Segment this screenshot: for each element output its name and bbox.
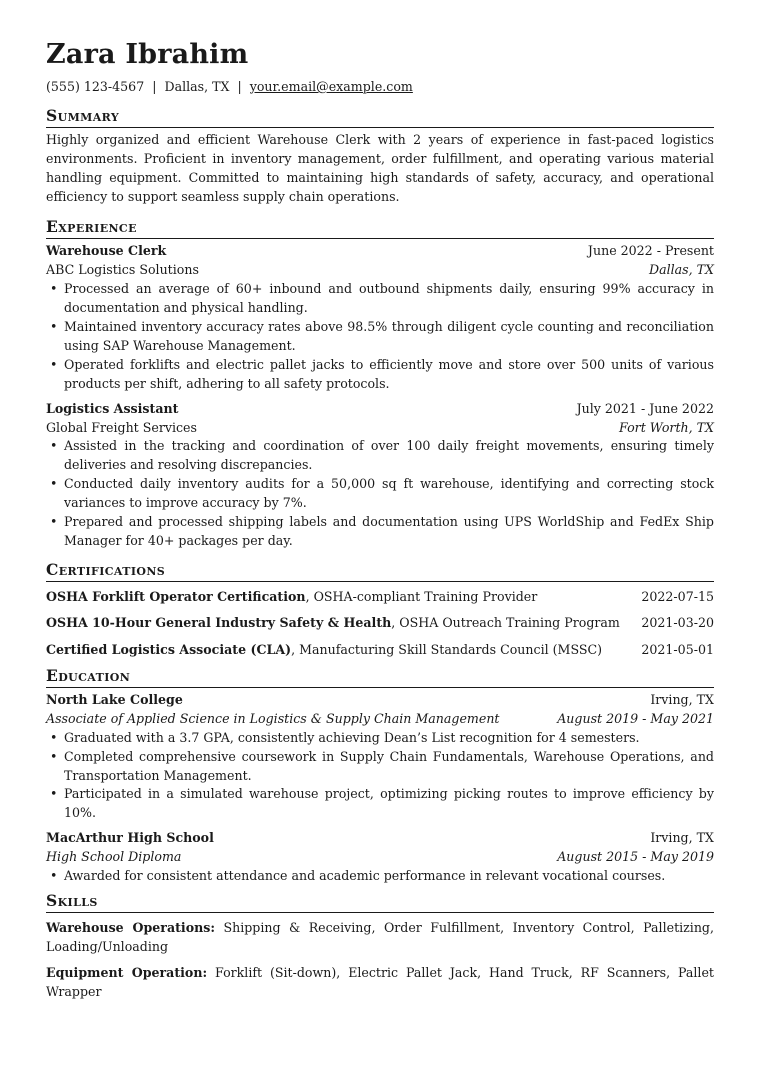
skills-section — [46, 892, 714, 1002]
skill-label: Equipment Operation: — [46, 965, 208, 981]
resume-page — [46, 40, 714, 1009]
skill-value: Forklift (Sit-down), Electric Pallet Jack, Hand Truck, RF Scanners, Pallet Wrapper — [46, 965, 714, 1000]
school-location: Irving, TX — [650, 830, 714, 846]
skill-value: Shipping & Receiving, Order Fulfillment, Inventory Control, Palletizing, Loading/Unloading — [46, 919, 714, 954]
degree-name: Associate of Applied Science in Logistics & Supply Chain Management — [46, 710, 500, 726]
skill-item — [46, 919, 714, 957]
experience-section — [46, 218, 714, 550]
contact-line — [46, 78, 714, 97]
certification-name: Certified Logistics Associate (CLA) — [46, 641, 292, 657]
certification-name: OSHA 10-Hour General Industry Safety & Health — [46, 615, 392, 631]
job-location: Fort Worth, TX — [619, 419, 714, 435]
bullet-item: • Participated in a simulated warehouse project, optimizing picking routes to improve efficiency by 10%. — [46, 785, 714, 823]
job-dates: July 2021 - June 2022 — [576, 400, 714, 416]
certification-date: 2021-03-20 — [641, 615, 714, 631]
job-company: ABC Logistics Solutions — [46, 262, 199, 278]
job-entry — [46, 242, 714, 393]
school-name: North Lake College — [46, 691, 183, 707]
certification-name: OSHA Forklift Operator Certification — [46, 588, 306, 604]
certification-item — [46, 641, 714, 660]
education-dates: August 2019 - May 2021 — [557, 710, 714, 726]
job-bullets — [46, 280, 714, 393]
email-link[interactable]: your.email@example.com — [249, 79, 413, 94]
bullet-item: • Maintained inventory accuracy rates above 98.5% through diligent cycle counting and reconciliation using SAP Warehouse Management. — [46, 318, 714, 356]
section-title-education: Education — [46, 667, 714, 688]
education-entry — [46, 829, 714, 886]
candidate-name: Zara Ibrahim — [46, 39, 249, 70]
skill-item — [46, 964, 714, 1002]
certification-item — [46, 588, 714, 607]
bullet-item: • Completed comprehensive coursework in Supply Chain Fundamentals, Warehouse Operations, and Transportation Management. — [46, 748, 714, 786]
summary-section — [46, 107, 714, 207]
bullet-item: • Awarded for consistent attendance and academic performance in relevant vocational courses. — [46, 867, 714, 886]
education-section — [46, 667, 714, 886]
education-bullets — [46, 729, 714, 824]
certification-date: 2021-05-01 — [641, 641, 714, 657]
certifications-section — [46, 561, 714, 660]
education-dates: August 2015 - May 2019 — [557, 849, 714, 865]
bullet-item: • Assisted in the tracking and coordination of over 100 daily freight movements, ensuring timely deliveries and resolving discrepancies. — [46, 437, 714, 475]
job-role: Logistics Assistant — [46, 400, 179, 416]
section-title-experience: Experience — [46, 218, 714, 239]
certification-date: 2022-07-15 — [641, 588, 714, 604]
section-title-skills: Skills — [46, 892, 714, 913]
bullet-item: • Conducted daily inventory audits for a 50,000 sq ft warehouse, identifying and correcting stock variances to improve accuracy by 7%. — [46, 475, 714, 513]
bullet-item: • Processed an average of 60+ inbound and outbound shipments daily, ensuring 99% accuracy in documentation and physical handling. — [46, 280, 714, 318]
job-entry — [46, 400, 714, 551]
education-bullets — [46, 867, 714, 886]
contact-separator: | — [237, 79, 242, 94]
skill-label: Warehouse Operations: — [46, 919, 215, 935]
school-location: Irving, TX — [650, 691, 714, 707]
job-location: Dallas, TX — [648, 262, 714, 278]
certification-item — [46, 614, 714, 633]
certification-issuer: , Manufacturing Skill Standards Council (MSSC) — [291, 641, 603, 657]
job-company: Global Freight Services — [46, 419, 197, 435]
bullet-item: • Operated forklifts and electric pallet jacks to efficiently move and store over 500 units of various products per shift, adhering to all safety protocols. — [46, 356, 714, 394]
bullet-item: • Prepared and processed shipping labels and documentation using UPS WorldShip and FedEx Ship Manager for 40+ packages per day. — [46, 513, 714, 551]
education-entry — [46, 691, 714, 823]
certification-issuer: , OSHA Outreach Training Program — [391, 615, 620, 631]
bullet-item: • Graduated with a 3.7 GPA, consistently achieving Dean’s List recognition for 4 semesters. — [46, 729, 714, 748]
school-name: MacArthur High School — [46, 830, 214, 846]
section-title-summary: Summary — [46, 107, 714, 128]
summary-text: Highly organized and efficient Warehouse Clerk with 2 years of experience in fast-paced logistics environments. Proficient in inventory management, order fulfillment, and operating various material handling equipment. Committed to maintaining high standards of safety, accuracy, and operational efficiency to support seamless supply chain operations. — [46, 131, 714, 204]
phone-number: (555) 123-4567 — [46, 79, 145, 94]
section-title-certifications: Certifications — [46, 561, 714, 582]
degree-name: High School Diploma — [46, 849, 182, 865]
job-role: Warehouse Clerk — [46, 243, 167, 259]
certification-issuer: , OSHA-compliant Training Provider — [305, 588, 538, 604]
job-dates: June 2022 - Present — [587, 243, 714, 259]
job-bullets — [46, 437, 714, 550]
contact-separator: | — [152, 79, 157, 94]
location: Dallas, TX — [164, 79, 230, 94]
